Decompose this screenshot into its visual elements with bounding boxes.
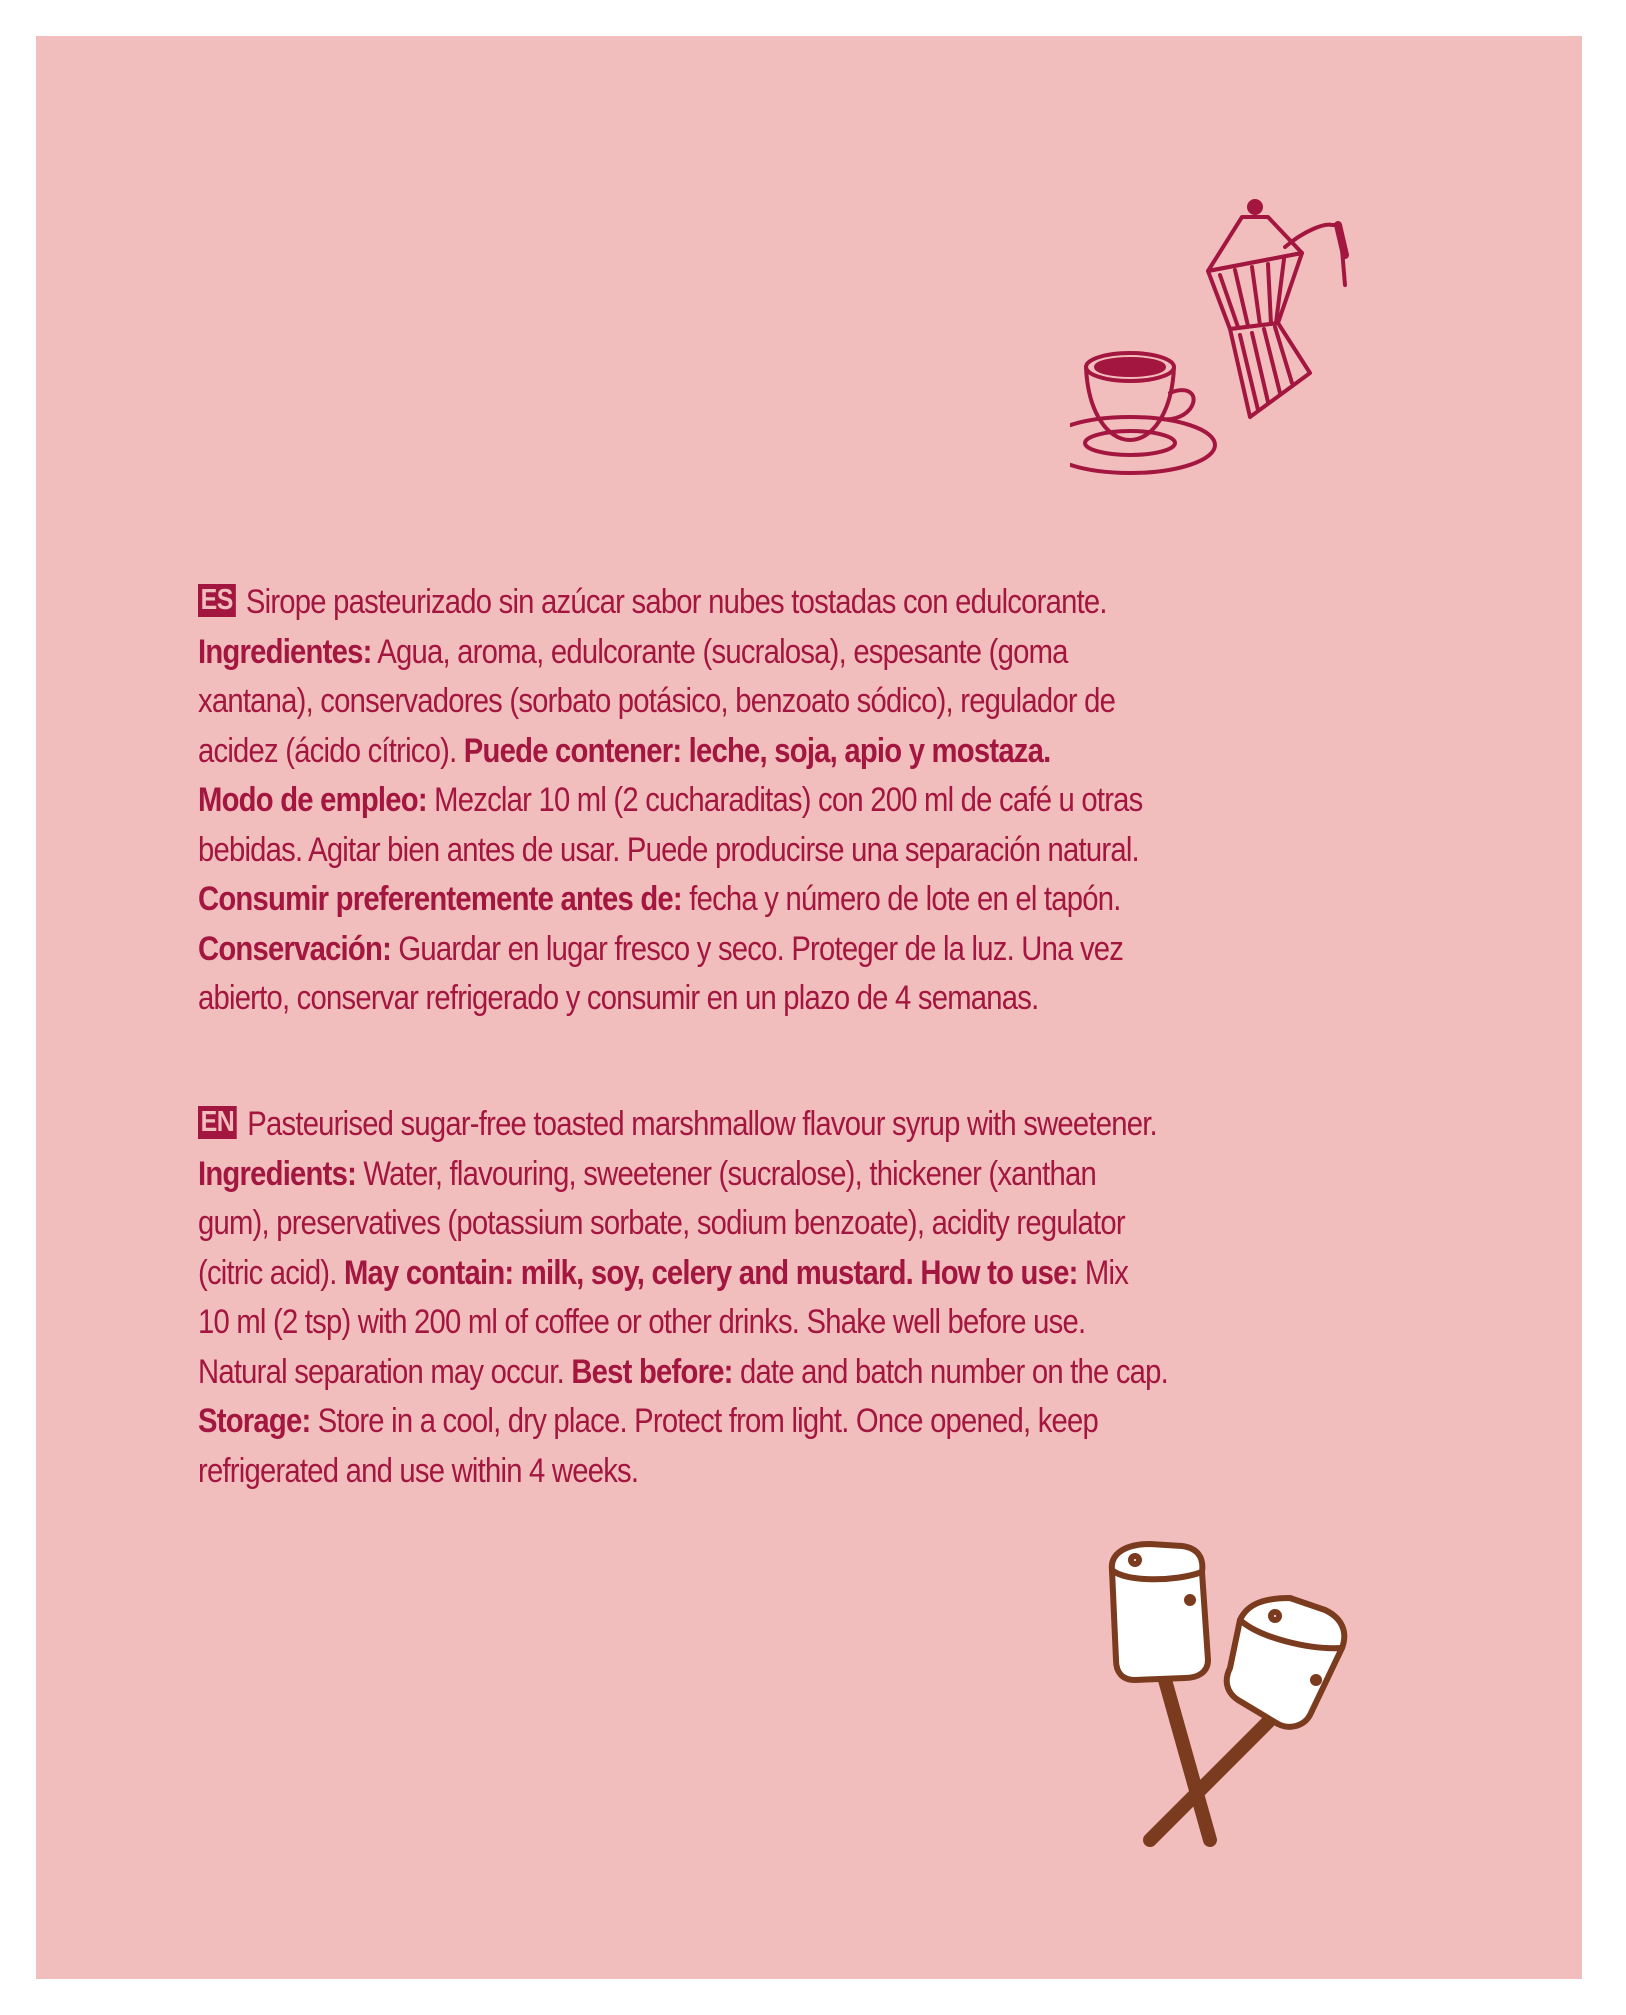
ingredients-heading: Ingredients:	[198, 1154, 357, 1193]
es-line-9: abierto, conservar refrigerado y consumir en un plazo de 4 semanas.	[198, 979, 1039, 1017]
storage-heading: Conservación:	[198, 929, 392, 968]
es-line-2: Ingredientes: Agua, aroma, edulcorante (sucralosa), espesante (goma	[198, 632, 1068, 671]
ingredients-heading: Ingredientes:	[198, 632, 372, 671]
storage-heading: Storage:	[198, 1402, 311, 1440]
es-line-1: ES Sirope pasteurizado sin azúcar sabor nubes tostadas con edulcorante.	[198, 578, 1514, 628]
es-line-8: Conservación: Guardar en lugar fresco y seco. Proteger de la luz. Una vez	[198, 929, 1124, 968]
es-line-5: Modo de empleo: Mezclar 10 ml (2 cucharaditas) con 200 ml de café u otras	[198, 781, 1143, 819]
en-line-6: Natural separation may occur. Best before: date and batch number on the cap.	[198, 1352, 1169, 1391]
en-line-7: Storage: Store in a cool, dry place. Protect from light. Once opened, keep	[198, 1402, 1099, 1440]
language-badge-es: ES	[198, 584, 236, 617]
es-line-3: xantana), conservadores (sorbato potásico, benzoato sódico), regulador de	[198, 682, 1116, 720]
es-line-7: Consumir preferentemente antes de: fecha y número de lote en el tapón.	[198, 880, 1121, 918]
es-line-4: acidez (ácido cítrico). Puede contener: leche, soja, apio y mostaza.	[198, 731, 1051, 770]
toasted-marshmallows-on-sticks-icon	[1090, 1540, 1420, 1870]
allergen-warning: May contain: milk, soy, celery and mustard. How to use:	[343, 1253, 1078, 1292]
es-line-6: bebidas. Agitar bien antes de usar. Puede producirse una separación natural.	[198, 830, 1139, 869]
english-section	[198, 1100, 1514, 1496]
en-line-8: refrigerated and use within 4 weeks.	[198, 1451, 639, 1490]
en-line-5: 10 ml (2 tsp) with 200 ml of coffee or other drinks. Shake well before use.	[198, 1303, 1086, 1341]
en-line-2: Ingredients: Water, flavouring, sweetener (sucralose), thickener (xanthan	[198, 1154, 1096, 1193]
best-before-heading: Consumir preferentemente antes de:	[198, 880, 682, 918]
best-before-heading: Best before:	[571, 1352, 733, 1391]
en-line-3: gum), preservatives (potassium sorbate, sodium benzoate), acidity regulator	[198, 1204, 1125, 1242]
en-line-1: EN Pasteurised sugar-free toasted marshmallow flavour syrup with sweetener.	[198, 1100, 1514, 1150]
language-badge-en: EN	[198, 1106, 237, 1139]
spanish-section	[198, 578, 1514, 1024]
allergen-warning: Puede contener: leche, soja, apio y mostaza.	[463, 731, 1051, 770]
moka-pot-and-coffee-cup-icon	[1070, 195, 1390, 495]
usage-heading: Modo de empleo:	[198, 781, 427, 819]
en-line-4: (citric acid). May contain: milk, soy, celery and mustard. How to use: Mix	[198, 1253, 1129, 1292]
